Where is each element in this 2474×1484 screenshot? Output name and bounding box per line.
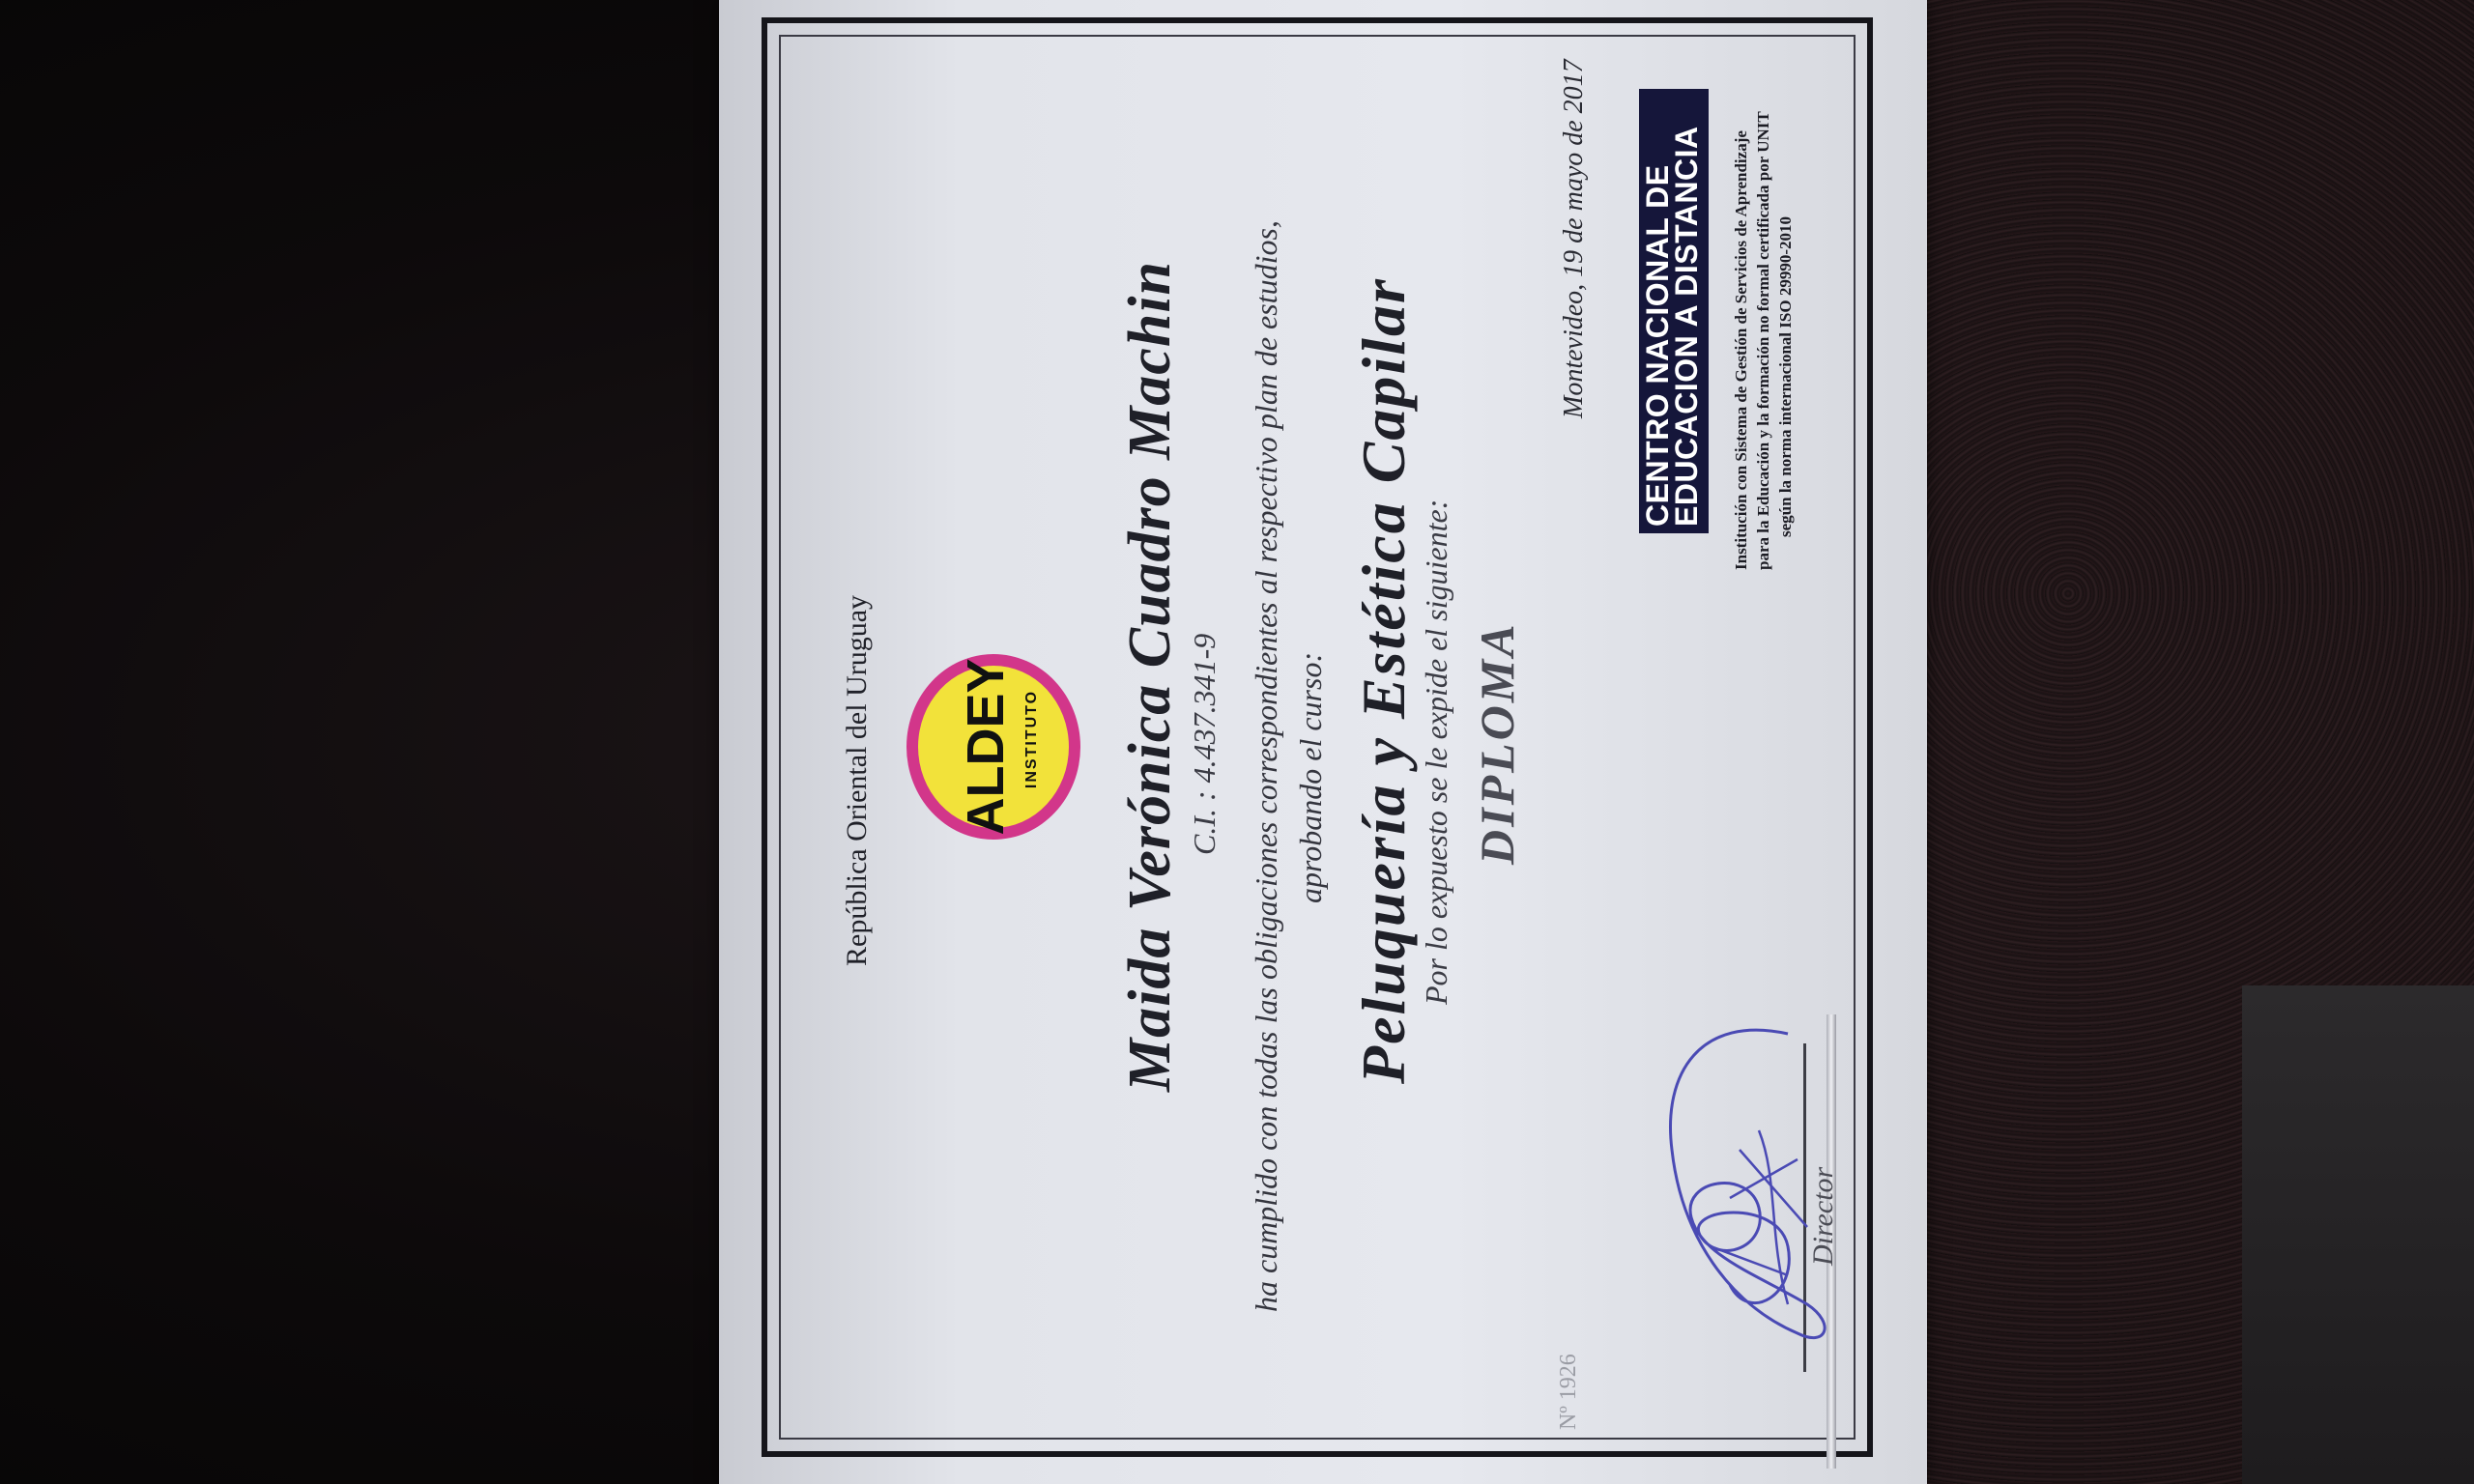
accreditation-line-2: EDUCACION A DISTANCIA: [1669, 126, 1704, 527]
floor-tile: [2242, 985, 2474, 1484]
accreditation-line-1: CENTRO NACIONAL DE: [1640, 164, 1675, 527]
logo-subtitle: INSTITUTO: [1023, 689, 1040, 789]
country-heading: República Oriental del Uruguay: [841, 594, 873, 966]
issued-text: Por lo expuesto se le expide el siguiente:: [1419, 499, 1453, 1005]
issue-date: Montevideo, 19 de mayo de 2017: [1559, 59, 1589, 418]
diploma-title: DIPLOMA: [1470, 621, 1524, 865]
signature-stroke-1: [1671, 1030, 1826, 1337]
course-name: Peluquería y Estética Capilar: [1349, 277, 1418, 1084]
logo-wordmark: ALDEY: [957, 658, 1015, 836]
recipient-name: Maida Verónica Cuadro Machin: [1117, 260, 1183, 1092]
serial-number: Nº 1926: [1556, 1354, 1581, 1430]
signature-role: Director: [1807, 1166, 1839, 1266]
id-number: C.I. : 4.437.341-9: [1187, 633, 1222, 855]
director-signature: [1643, 1014, 1856, 1362]
approved-text: aprobando el curso:: [1293, 651, 1328, 903]
aldey-logo: [897, 645, 1090, 848]
accreditation-logo-text: [1640, 92, 1704, 527]
accreditation-text: Institución con Sistema de Gestión de Servicios de Aprendizaje para la Educación y la formación no formal certificada por UNIT según la norma internacional ISO 29990-2010: [1732, 111, 1795, 570]
obligations-text: ha cumplido con todas las obligaciones correspondientes al respectivo plan de estudios,: [1249, 220, 1283, 1312]
